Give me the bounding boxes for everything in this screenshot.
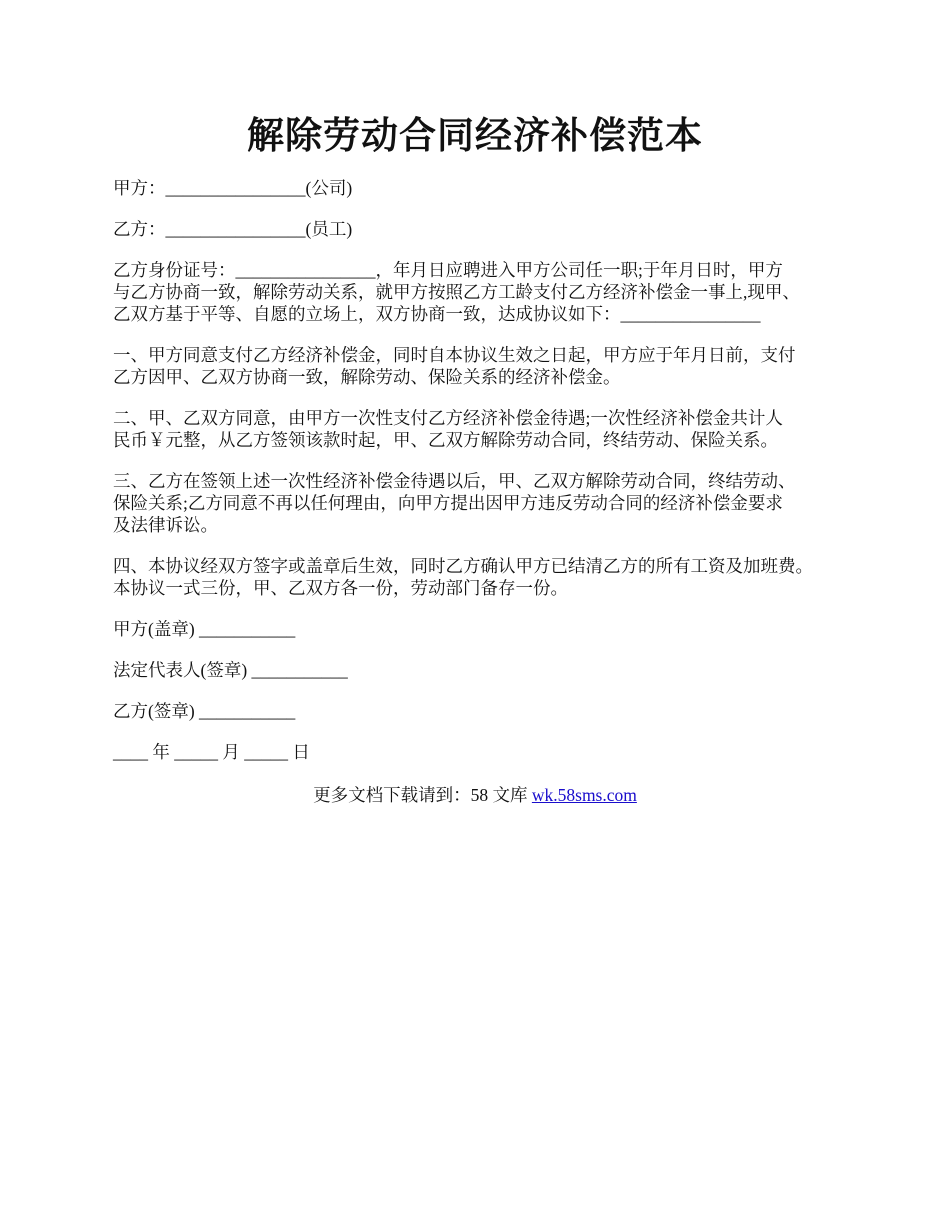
clause-4-line: 四、本协议经双方签字或盖章后生效，同时乙方确认甲方已结清乙方的所有工资及加班费。 (113, 556, 813, 576)
clause-1 (113, 344, 853, 388)
signature-party-a: 甲方(盖章) ___________ (113, 619, 296, 639)
clause-4-line: 本协议一式三份，甲、乙双方各一份，劳动部门备存一份。 (113, 578, 568, 598)
clause-1-line: 一、甲方同意支付乙方经济补偿金，同时自本协议生效之日起，甲方应于年月日前，支付 (113, 345, 796, 365)
download-footer (0, 784, 950, 806)
document-body (113, 177, 853, 782)
clause-2-line: 民币￥元整，从乙方签领该款时起，甲、乙双方解除劳动合同，终结劳动、保险关系。 (113, 430, 778, 450)
footer-link[interactable]: wk.58sms.com (531, 785, 637, 805)
date-line: ____ 年 _____ 月 _____ 日 (113, 742, 310, 762)
document-title: 解除劳动合同经济补偿范本 (247, 116, 703, 157)
intro-line: 乙方身份证号：________________，年月日应聘进入甲方公司任一职;于年月日时，甲方 (113, 260, 783, 280)
clause-4 (113, 555, 853, 599)
party-b-line: 乙方：________________(员工) (113, 219, 353, 239)
clause-3 (113, 470, 853, 536)
signature-legal-rep: 法定代表人(签章) ___________ (113, 660, 348, 680)
clause-3-line: 保险关系;乙方同意不再以任何理由，向甲方提出因甲方违反劳动合同的经济补偿金要求 (113, 493, 783, 513)
intro-paragraph (113, 259, 853, 325)
clause-2 (113, 407, 853, 451)
intro-line: 乙双方基于平等、自愿的立场上，双方协商一致，达成协议如下：________________ (113, 304, 761, 324)
clause-1-line: 乙方因甲、乙双方协商一致，解除劳动、保险关系的经济补偿金。 (113, 367, 621, 387)
footer-text: 更多文档下载请到：58 文库 (313, 785, 532, 805)
clause-3-line: 三、乙方在签领上述一次性经济补偿金待遇以后，甲、乙双方解除劳动合同，终结劳动、 (113, 471, 796, 491)
clause-2-line: 二、甲、乙双方同意，由甲方一次性支付乙方经济补偿金待遇;一次性经济补偿金共计人 (113, 408, 783, 428)
intro-line: 与乙方协商一致，解除劳动关系，就甲方按照乙方工龄支付乙方经济补偿金一事上,现甲、 (113, 282, 800, 302)
clause-3-line: 及法律诉讼。 (113, 515, 218, 535)
signature-party-b: 乙方(签章) ___________ (113, 701, 296, 721)
party-a-line: 甲方：________________(公司) (113, 178, 353, 198)
